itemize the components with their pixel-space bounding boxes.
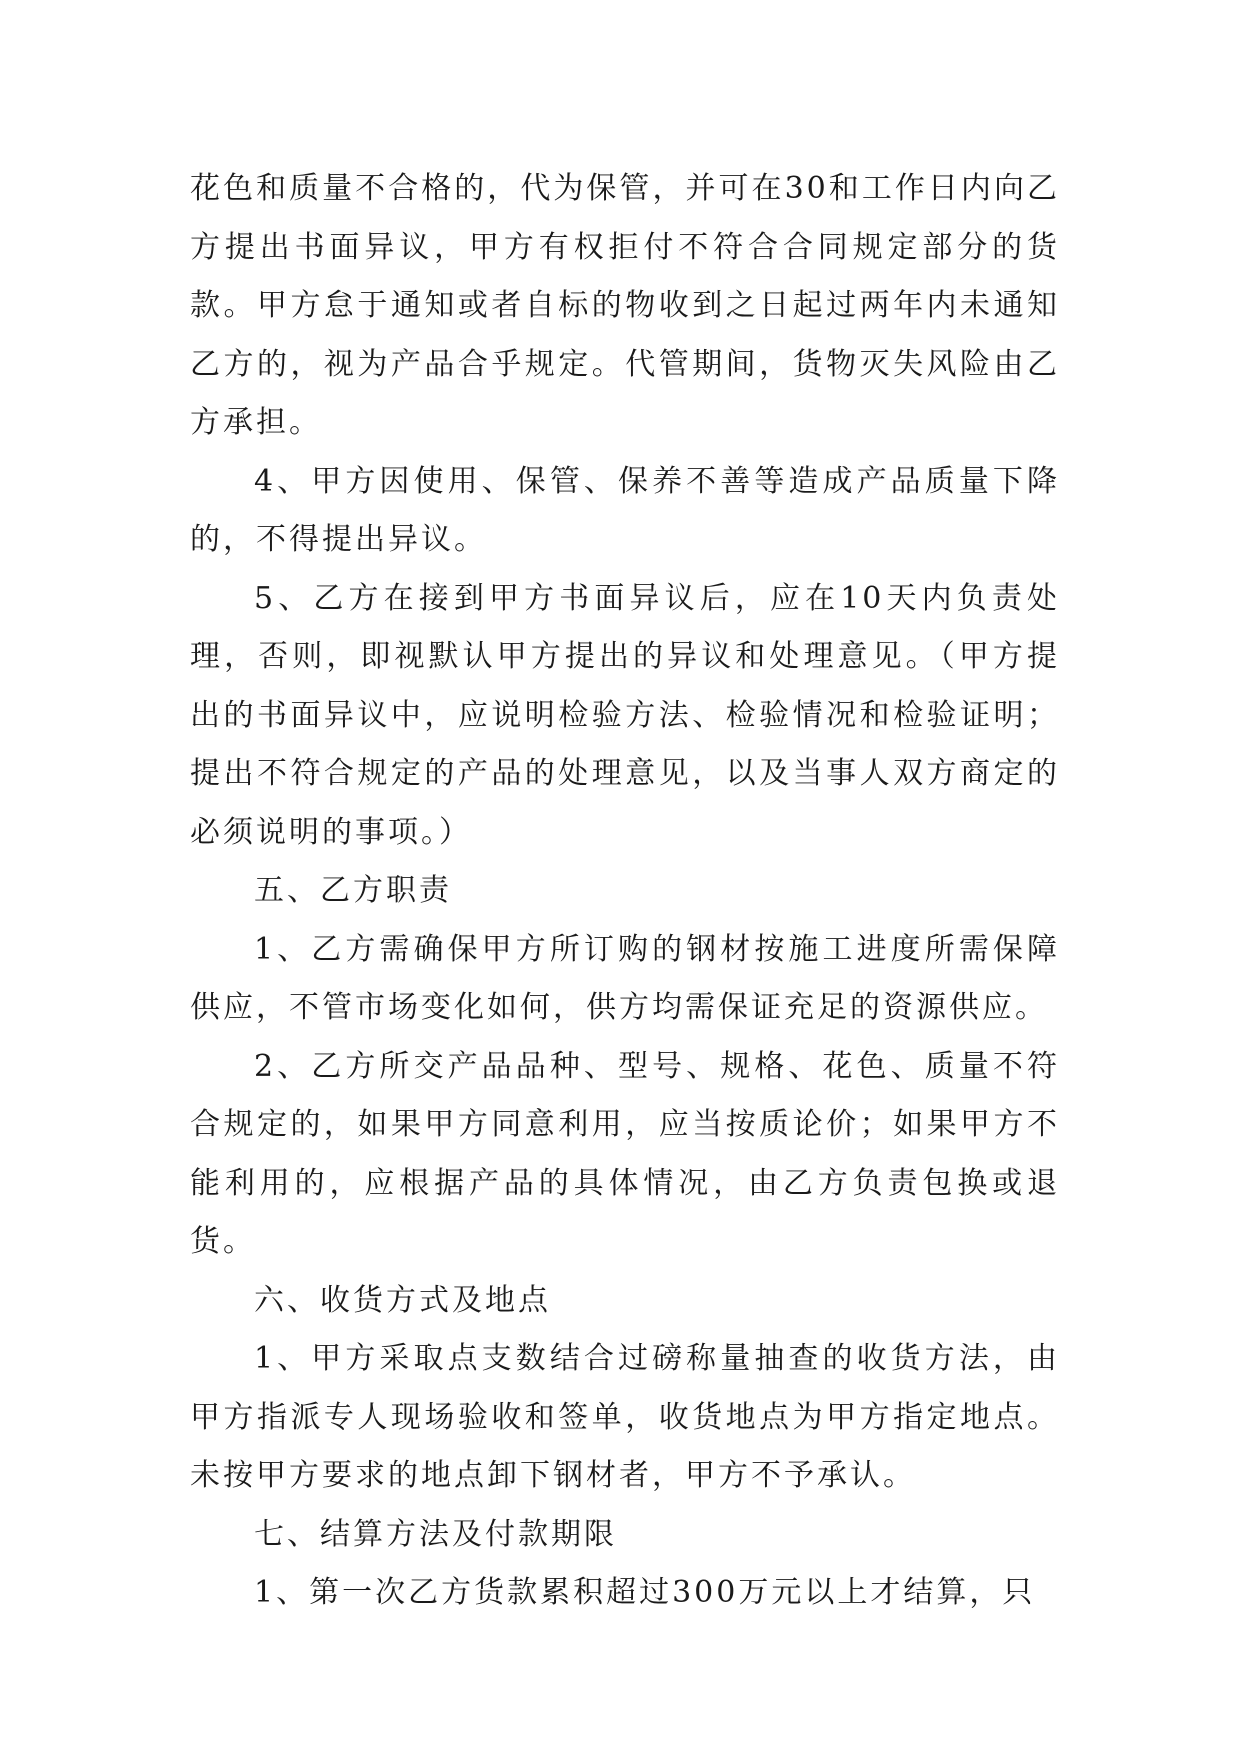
paragraph-8: 1、甲方采取点支数结合过磅称量抽查的收货方法，由甲方指派专人现场验收和签单，收货地点为甲方指定地点。未按甲方要求的地点卸下钢材者，甲方不予承认。	[190, 1341, 1060, 1493]
document-body	[190, 160, 1060, 1623]
paragraph-6: 2、乙方所交产品品种、型号、规格、花色、质量不符合规定的，如果甲方同意利用，应当按质论价；如果甲方不能利用的，应根据产品的具体情况，由乙方负责包换或退货。	[190, 1048, 1060, 1259]
paragraph-10: 1、第一次乙方货款累积超过300万元以上才结算，只	[254, 1575, 1036, 1610]
section-heading-7: 七、结算方法及付款期限	[254, 1516, 617, 1552]
paragraph-3: 5、乙方在接到甲方书面异议后，应在10天内负责处理，否则，即视默认甲方提出的异议和处理意见。（甲方提出的书面异议中，应说明检验方法、检验情况和检验证明；提出不符合规定的产品的处理意见，以及当事人双方商定的必须说明的事项。）	[190, 580, 1060, 850]
section-heading-6: 六、收货方式及地点	[254, 1282, 551, 1318]
section-heading-5: 五、乙方职责	[254, 873, 452, 908]
paragraph-5: 1、乙方需确保甲方所订购的钢材按施工进度所需保障供应，不管市场变化如何，供方均需保证充足的资源供应。	[190, 931, 1060, 1025]
paragraph-2: 4、甲方因使用、保管、保养不善等造成产品质量下降的，不得提出异议。	[190, 463, 1060, 557]
paragraph-1: 花色和质量不合格的，代为保管，并可在30和工作日内向乙方提出书面异议，甲方有权拒付不符合合同规定部分的货款。甲方怠于通知或者自标的物收到之日起过两年内未通知乙方的，视为产品合乎规定。代管期间，货物灭失风险由乙方承担。	[190, 171, 1060, 440]
